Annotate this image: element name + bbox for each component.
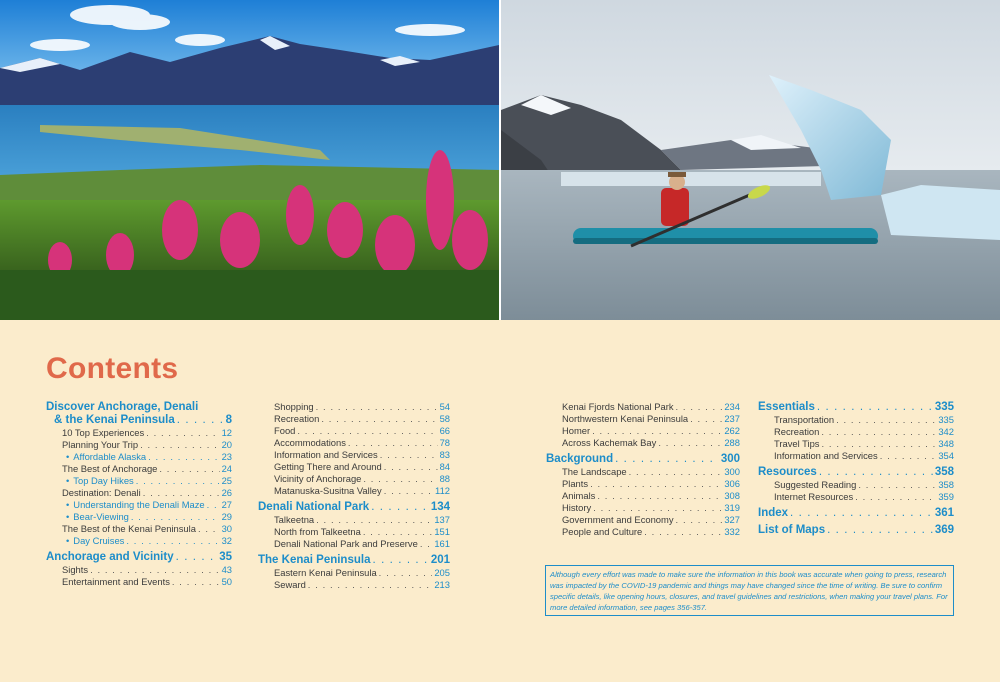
- toc-entry-label: Day Cruises: [73, 535, 125, 546]
- dot-leader: [143, 487, 220, 499]
- bullet-icon: •: [66, 475, 70, 486]
- toc-page-number: 348: [938, 438, 954, 449]
- dot-leader: [676, 401, 723, 413]
- toc-entry-label: Accommodations: [274, 437, 346, 448]
- dot-leader: [384, 485, 433, 497]
- toc-page-number: 201: [430, 554, 450, 566]
- dot-leader: [140, 439, 219, 451]
- toc-entry[interactable]: [546, 466, 740, 478]
- bullet-icon: •: [66, 535, 70, 546]
- toc-entry[interactable]: [46, 463, 232, 475]
- toc-column-3: [546, 401, 740, 538]
- dot-leader: [159, 463, 219, 475]
- toc-page-number: 358: [934, 466, 954, 478]
- toc-entry-label: The Landscape: [562, 466, 627, 477]
- toc-page-number: 137: [434, 514, 450, 525]
- toc-page-number: 161: [434, 538, 450, 549]
- toc-entry[interactable]: [758, 414, 954, 426]
- toc-entry[interactable]: [546, 502, 740, 514]
- toc-heading-label: Anchorage and Vicinity: [46, 551, 174, 563]
- dot-leader: [131, 511, 220, 523]
- toc-entry-label: Matanuska-Susitna Valley: [274, 485, 382, 496]
- toc-page-number: 369: [934, 524, 954, 536]
- toc-page-number: 32: [221, 535, 232, 546]
- dot-leader: [308, 579, 433, 591]
- toc-heading-background[interactable]: [546, 453, 740, 466]
- dot-leader: [136, 475, 220, 487]
- toc-heading-label: Index: [758, 507, 789, 519]
- toc-entry-label: Seward: [274, 579, 306, 590]
- dot-leader: [827, 524, 933, 537]
- toc-heading-anchorage[interactable]: [46, 551, 232, 564]
- toc-page-number: 213: [434, 579, 450, 590]
- toc-entry-label: Sights: [62, 564, 89, 575]
- toc-entry-label: Vicinity of Anchorage: [274, 473, 362, 484]
- toc-heading-discover[interactable]: [46, 414, 232, 427]
- bullet-icon: •: [66, 451, 70, 462]
- toc-page-number: 308: [724, 490, 740, 501]
- toc-feature-entry[interactable]: [46, 451, 232, 463]
- toc-heading-label: Essentials: [758, 401, 815, 413]
- toc-heading-label: The Kenai Peninsula: [258, 554, 371, 566]
- toc-entry[interactable]: [46, 523, 232, 535]
- toc-heading-label: & the Kenai Peninsula: [54, 414, 175, 426]
- toc-heading-label: Denali National Park: [258, 501, 370, 513]
- dot-leader: [126, 535, 219, 547]
- dot-leader: [836, 414, 936, 426]
- dot-leader: [858, 479, 936, 491]
- toc-page-number: 25: [221, 475, 232, 486]
- toc-page-number: 50: [221, 576, 232, 587]
- toc-page-number: 319: [724, 502, 740, 513]
- toc-heading-discover-line1[interactable]: Discover Anchorage, Denali: [46, 401, 199, 413]
- toc-entry[interactable]: [546, 478, 740, 490]
- toc-entry[interactable]: [258, 425, 450, 437]
- toc-entry-label: Recreation: [274, 413, 320, 424]
- toc-heading-label: List of Maps: [758, 524, 826, 536]
- toc-entry-label: Internet Resources: [774, 491, 854, 502]
- dot-leader: [597, 490, 722, 502]
- toc-page-number: 20: [221, 439, 232, 450]
- toc-entry[interactable]: [258, 526, 450, 538]
- toc-column-1: [46, 401, 232, 588]
- toc-entry-label: Entertainment and Events: [62, 576, 170, 587]
- toc-page-number: 361: [934, 507, 954, 519]
- toc-heading-kenai[interactable]: [258, 554, 450, 567]
- toc-entry[interactable]: [46, 564, 232, 576]
- toc-page-number: 26: [221, 487, 232, 498]
- toc-entry-label: Food: [274, 425, 296, 436]
- toc-entry[interactable]: [758, 450, 954, 462]
- bullet-icon: •: [66, 511, 70, 522]
- dot-leader: [348, 437, 438, 449]
- toc-page-number: 30: [221, 523, 232, 534]
- toc-entry-label: Homer: [562, 425, 591, 436]
- toc-entry[interactable]: [46, 576, 232, 588]
- toc-heading-label: Background: [546, 453, 614, 465]
- toc-page-number: 205: [434, 567, 450, 578]
- dot-leader: [321, 413, 437, 425]
- dot-leader: [590, 478, 722, 490]
- toc-entry-label: Across Kachemak Bay: [562, 437, 657, 448]
- toc-page-number: 300: [724, 466, 740, 477]
- toc-page-number: 43: [221, 564, 232, 575]
- toc-feature-entry[interactable]: [46, 511, 232, 523]
- toc-entry-label: History: [562, 502, 592, 513]
- toc-entry[interactable]: [46, 427, 232, 439]
- toc-entry[interactable]: [546, 425, 740, 437]
- toc-page-number: 29: [221, 511, 232, 522]
- dot-leader: [817, 401, 933, 414]
- toc-entry[interactable]: [258, 567, 450, 579]
- dot-leader: [379, 567, 433, 579]
- dot-leader: [363, 473, 437, 485]
- bullet-icon: •: [66, 499, 70, 510]
- toc-entry-label: Travel Tips: [774, 438, 820, 449]
- toc-heading-list-of-maps[interactable]: [758, 524, 954, 537]
- toc-page-number: 358: [938, 479, 954, 490]
- toc-page-number: 262: [724, 425, 740, 436]
- dot-leader: [177, 414, 224, 427]
- toc-entry-label: Destination: Denali: [62, 487, 141, 498]
- dot-leader: [316, 401, 438, 413]
- toc-entry-label: Information and Services: [274, 449, 378, 460]
- toc-entry[interactable]: [46, 439, 232, 451]
- toc-entry-label: Bear-Viewing: [73, 511, 129, 522]
- toc-entry[interactable]: [258, 485, 450, 497]
- toc-page-number: 342: [938, 426, 954, 437]
- dot-leader: [148, 451, 219, 463]
- dot-leader: [592, 425, 722, 437]
- toc-page-number: 54: [439, 401, 450, 412]
- toc-entry[interactable]: [258, 538, 450, 550]
- dot-leader: [819, 466, 933, 479]
- dot-leader: [146, 427, 219, 439]
- dot-leader: [821, 426, 936, 438]
- toc-entry[interactable]: [758, 491, 954, 503]
- toc-heading-label: Resources: [758, 466, 817, 478]
- dot-leader: [372, 554, 428, 567]
- toc-entry-label: Government and Economy: [562, 514, 674, 525]
- toc-entry-label: Plants: [562, 478, 589, 489]
- toc-entry[interactable]: [546, 437, 740, 449]
- toc-entry[interactable]: [546, 490, 740, 502]
- toc-page-number: 35: [219, 551, 232, 563]
- toc-page-number: 66: [439, 425, 450, 436]
- toc-page-number: 83: [439, 449, 450, 460]
- contents-title: Contents: [46, 352, 179, 385]
- toc-page-number: 288: [724, 437, 740, 448]
- toc-page-number: 332: [724, 526, 740, 537]
- toc-entry-label: Recreation: [774, 426, 820, 437]
- dot-leader: [363, 526, 432, 538]
- toc-heading-essentials[interactable]: [758, 401, 954, 414]
- toc-entry-label: Understanding the Denali Maze: [73, 499, 205, 510]
- toc-page-number: 335: [938, 414, 954, 425]
- dot-leader: [420, 538, 433, 550]
- toc-entry[interactable]: [258, 461, 450, 473]
- toc-entry[interactable]: [758, 426, 954, 438]
- dot-leader: [790, 507, 933, 520]
- toc-entry-label: Northwestern Kenai Peninsula: [562, 413, 689, 424]
- dot-leader: [855, 491, 936, 503]
- toc-page-number: 237: [724, 413, 740, 424]
- dot-leader: [822, 438, 937, 450]
- toc-page-number: 335: [934, 401, 954, 413]
- toc-page-number: 112: [435, 485, 450, 496]
- toc-entry[interactable]: [546, 401, 740, 413]
- toc-entry[interactable]: [258, 579, 450, 591]
- toc-entry[interactable]: [258, 437, 450, 449]
- toc-page-number: 78: [439, 437, 450, 448]
- dot-leader: [690, 413, 722, 425]
- dot-leader: [172, 576, 220, 588]
- toc-page-number: 300: [720, 453, 740, 465]
- toc-page-number: 58: [439, 413, 450, 424]
- dot-leader: [384, 461, 438, 473]
- dot-leader: [676, 514, 723, 526]
- toc-page-number: 8: [225, 414, 232, 426]
- toc-entry[interactable]: [258, 401, 450, 413]
- toc-heading-index[interactable]: [758, 507, 954, 520]
- toc-entry[interactable]: [546, 526, 740, 538]
- toc-page-number: 151: [434, 526, 450, 537]
- photo-kayaker-glacier: [501, 0, 1000, 320]
- dot-leader: [90, 564, 220, 576]
- toc-feature-entry[interactable]: [46, 475, 232, 487]
- toc-entry-label: Animals: [562, 490, 596, 501]
- toc-entry[interactable]: [258, 514, 450, 526]
- dot-leader: [176, 551, 218, 564]
- toc-page-number: 359: [938, 491, 954, 502]
- dot-leader: [380, 449, 438, 461]
- toc-entry-label: Shopping: [274, 401, 314, 412]
- toc-entry[interactable]: [46, 487, 232, 499]
- toc-page-number: 354: [938, 450, 954, 461]
- photo-fireweed-kachemak-bay: [0, 0, 499, 320]
- dot-leader: [880, 450, 937, 462]
- toc-entry-label: North from Talkeetna: [274, 526, 361, 537]
- toc-entry-label: Information and Services: [774, 450, 878, 461]
- toc-page-number: 327: [724, 514, 740, 525]
- toc-page-number: 134: [430, 501, 450, 513]
- toc-page-number: 88: [439, 473, 450, 484]
- toc-entry-label: 10 Top Experiences: [62, 427, 145, 438]
- dot-leader: [658, 437, 722, 449]
- toc-entry[interactable]: [258, 449, 450, 461]
- dot-leader: [629, 466, 723, 478]
- toc-entry-label: Denali National Park and Preserve: [274, 538, 418, 549]
- dot-leader: [297, 425, 437, 437]
- dot-leader: [316, 514, 432, 526]
- toc-heading-resources[interactable]: [758, 466, 954, 479]
- toc-entry[interactable]: [758, 479, 954, 491]
- dot-leader: [644, 526, 722, 538]
- dot-leader: [198, 523, 220, 535]
- toc-entry-label: Getting There and Around: [274, 461, 382, 472]
- covid-disclaimer-note: Although every effort was made to make sure the information in this book was accurate when going to press, research was impacted by the COVID-19 pandemic and things may have changed since the time of writing. Be sure to confirm specific details, like opening hours, closures, and travel guidelines and restrictions, when making your travel plans. For more detailed information, see pages 356-357.: [545, 565, 954, 616]
- toc-page-number: 234: [724, 401, 740, 412]
- toc-entry-label: Planning Your Trip: [62, 439, 139, 450]
- toc-entry[interactable]: [258, 413, 450, 425]
- toc-entry-label: Transportation: [774, 414, 835, 425]
- toc-entry-label: Top Day Hikes: [73, 475, 134, 486]
- toc-entry-label: Talkeetna: [274, 514, 315, 525]
- dot-leader: [593, 502, 722, 514]
- toc-feature-entry[interactable]: [46, 499, 232, 511]
- toc-column-2: [258, 401, 450, 591]
- toc-entry-label: People and Culture: [562, 526, 643, 537]
- toc-entry[interactable]: [546, 514, 740, 526]
- dot-leader: [371, 501, 429, 514]
- toc-page-number: 306: [724, 478, 740, 489]
- toc-entry-label: Eastern Kenai Peninsula: [274, 567, 377, 578]
- dot-leader: [207, 499, 220, 511]
- toc-entry[interactable]: [546, 413, 740, 425]
- toc-heading-denali[interactable]: [258, 501, 450, 514]
- toc-entry-label: Suggested Reading: [774, 479, 857, 490]
- toc-entry-label: The Best of the Kenai Peninsula: [62, 523, 196, 534]
- toc-entry-label: The Best of Anchorage: [62, 463, 158, 474]
- toc-entry-label: Kenai Fjords National Park: [562, 401, 674, 412]
- toc-page-number: 12: [221, 427, 232, 438]
- toc-page-number: 24: [221, 463, 232, 474]
- toc-column-4: [758, 401, 954, 537]
- toc-entry[interactable]: [258, 473, 450, 485]
- toc-feature-entry[interactable]: [46, 535, 232, 547]
- toc-entry-label: Affordable Alaska: [73, 451, 147, 462]
- toc-entry[interactable]: [758, 438, 954, 450]
- toc-page-number: 23: [221, 451, 232, 462]
- toc-page-number: 84: [439, 461, 450, 472]
- dot-leader: [615, 453, 719, 466]
- toc-page-number: 27: [221, 499, 232, 510]
